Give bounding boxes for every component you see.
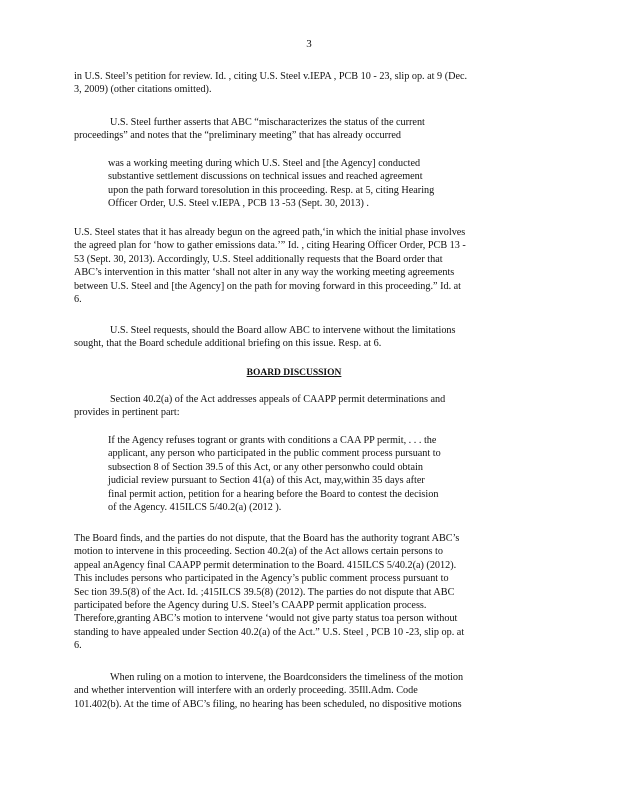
block-quote-2 xyxy=(108,434,508,514)
block-quote-1 xyxy=(108,157,508,211)
section-heading xyxy=(0,367,618,380)
text-line: participated before the Agency during U.S. Steel’s CAAPP permit application process. xyxy=(74,600,427,612)
paragraph-6 xyxy=(74,532,510,653)
text-line: 53 (Sept. 30, 2013). Accordingly, U.S. Steel additionally requests that the Board order that xyxy=(74,253,443,265)
text-line: Sec tion 39.5(8) of the Act. Id. ;415ILCS 39.5(8) (2012). The parties do not dispute that ABC xyxy=(74,586,455,598)
text-line: 6. xyxy=(74,640,82,652)
paragraph-3 xyxy=(74,226,510,306)
text-line: applicant, any person who participated in the public comment process pursuant to xyxy=(108,448,441,460)
text-line: Therefore,granting ABC’s motion to intervene ‘would not give party status toa person without xyxy=(74,613,458,625)
text-line: Officer Order, U.S. Steel v.IEPA , PCB 13 -53 (Sept. 30, 2013) . xyxy=(108,198,369,210)
paragraph-7 xyxy=(74,671,510,711)
text-line: and whether intervention will interfere with an orderly proceeding. 35Ill.Adm. Code xyxy=(74,685,418,697)
text-line: of the Agency. 415ILCS 5/40.2(a) (2012 ). xyxy=(108,502,282,514)
text-line: U.S. Steel requests, should the Board allow ABC to intervene without the limitations xyxy=(110,325,456,336)
text-line: When ruling on a motion to intervene, the Boardconsiders the timeliness of the motion xyxy=(110,672,464,683)
heading-text: BOARD DISCUSSION xyxy=(246,368,342,378)
paragraph-4 xyxy=(74,324,510,351)
text-line: proceedings” and notes that the “preliminary meeting” that has already occurred xyxy=(74,130,401,142)
text-line: was a working meeting during which U.S. Steel and [the Agency] conducted xyxy=(108,158,421,169)
text-line: in U.S. Steel’s petition for review. Id. , citing U.S. Steel v.IEPA , PCB 10 - 23, slip op. at 9 (Dec. xyxy=(74,71,468,82)
text-line: U.S. Steel further asserts that ABC “mischaracterizes the status of the current xyxy=(110,117,425,128)
text-line: appeal anAgency final CAAPP permit determination to the Board. 415ILCS 5/40.2(a) (2012). xyxy=(74,559,457,571)
text-line: motion to intervene in this proceeding. Section 40.2(a) of the Act allows certain persons to xyxy=(74,546,443,558)
text-line: 6. xyxy=(74,294,82,306)
text-line: substantive settlement discussions on technical issues and reached agreement xyxy=(108,171,423,183)
text-line: final permit action, petition for a hearing before the Board to contest the decision xyxy=(108,488,439,500)
text-line: provides in pertinent part: xyxy=(74,407,180,419)
text-line: If the Agency refuses togrant or grants with conditions a CAA PP permit, . . . the xyxy=(108,435,437,446)
text-line: This includes persons who participated in the Agency’s public comment process pursuant to xyxy=(74,573,449,585)
text-line: ABC’s intervention in this matter ‘shall not alter in any way the working meeting agreements xyxy=(74,267,455,279)
paragraph-2 xyxy=(74,116,510,143)
text-line: U.S. Steel states that it has already begun on the agreed path,‘in which the initial phase involves xyxy=(74,227,466,238)
text-line: between U.S. Steel and [the Agency] on the path for moving forward in this proceeding.” Id. at xyxy=(74,280,462,292)
text-line: 101.402(b). At the time of ABC’s filing, no hearing has been scheduled, no dispositive motions xyxy=(74,698,462,710)
paragraph-1 xyxy=(74,70,510,97)
text-line: 3, 2009) (other citations omitted). xyxy=(74,84,212,96)
text-line: sought, that the Board schedule additional briefing on this issue. Resp. at 6. xyxy=(74,338,382,350)
text-line: The Board finds, and the parties do not dispute, that the Board has the authority togrant ABC’s xyxy=(74,533,460,544)
text-line: Section 40.2(a) of the Act addresses appeals of CAAPP permit determinations and xyxy=(110,394,446,405)
page-number: 3 xyxy=(306,38,312,50)
text-line: judicial review pursuant to Section 41(a) of this Act, may,within 35 days after xyxy=(108,475,425,487)
paragraph-5 xyxy=(74,393,510,420)
text-line: the agreed plan for ‘how to gather emissions data.’” Id. , citing Hearing Officer Order, PCB 13 - xyxy=(74,240,466,252)
text-line: upon the path forward toresolution in this proceeding. Resp. at 5, citing Hearing xyxy=(108,184,435,196)
text-line: subsection 8 of Section 39.5 of this Act, or any other personwho could obtain xyxy=(108,461,423,473)
text-line: standing to have appealed under Section 40.2(a) of the Act.” U.S. Steel , PCB 10 -23, slip op. at xyxy=(74,626,465,638)
